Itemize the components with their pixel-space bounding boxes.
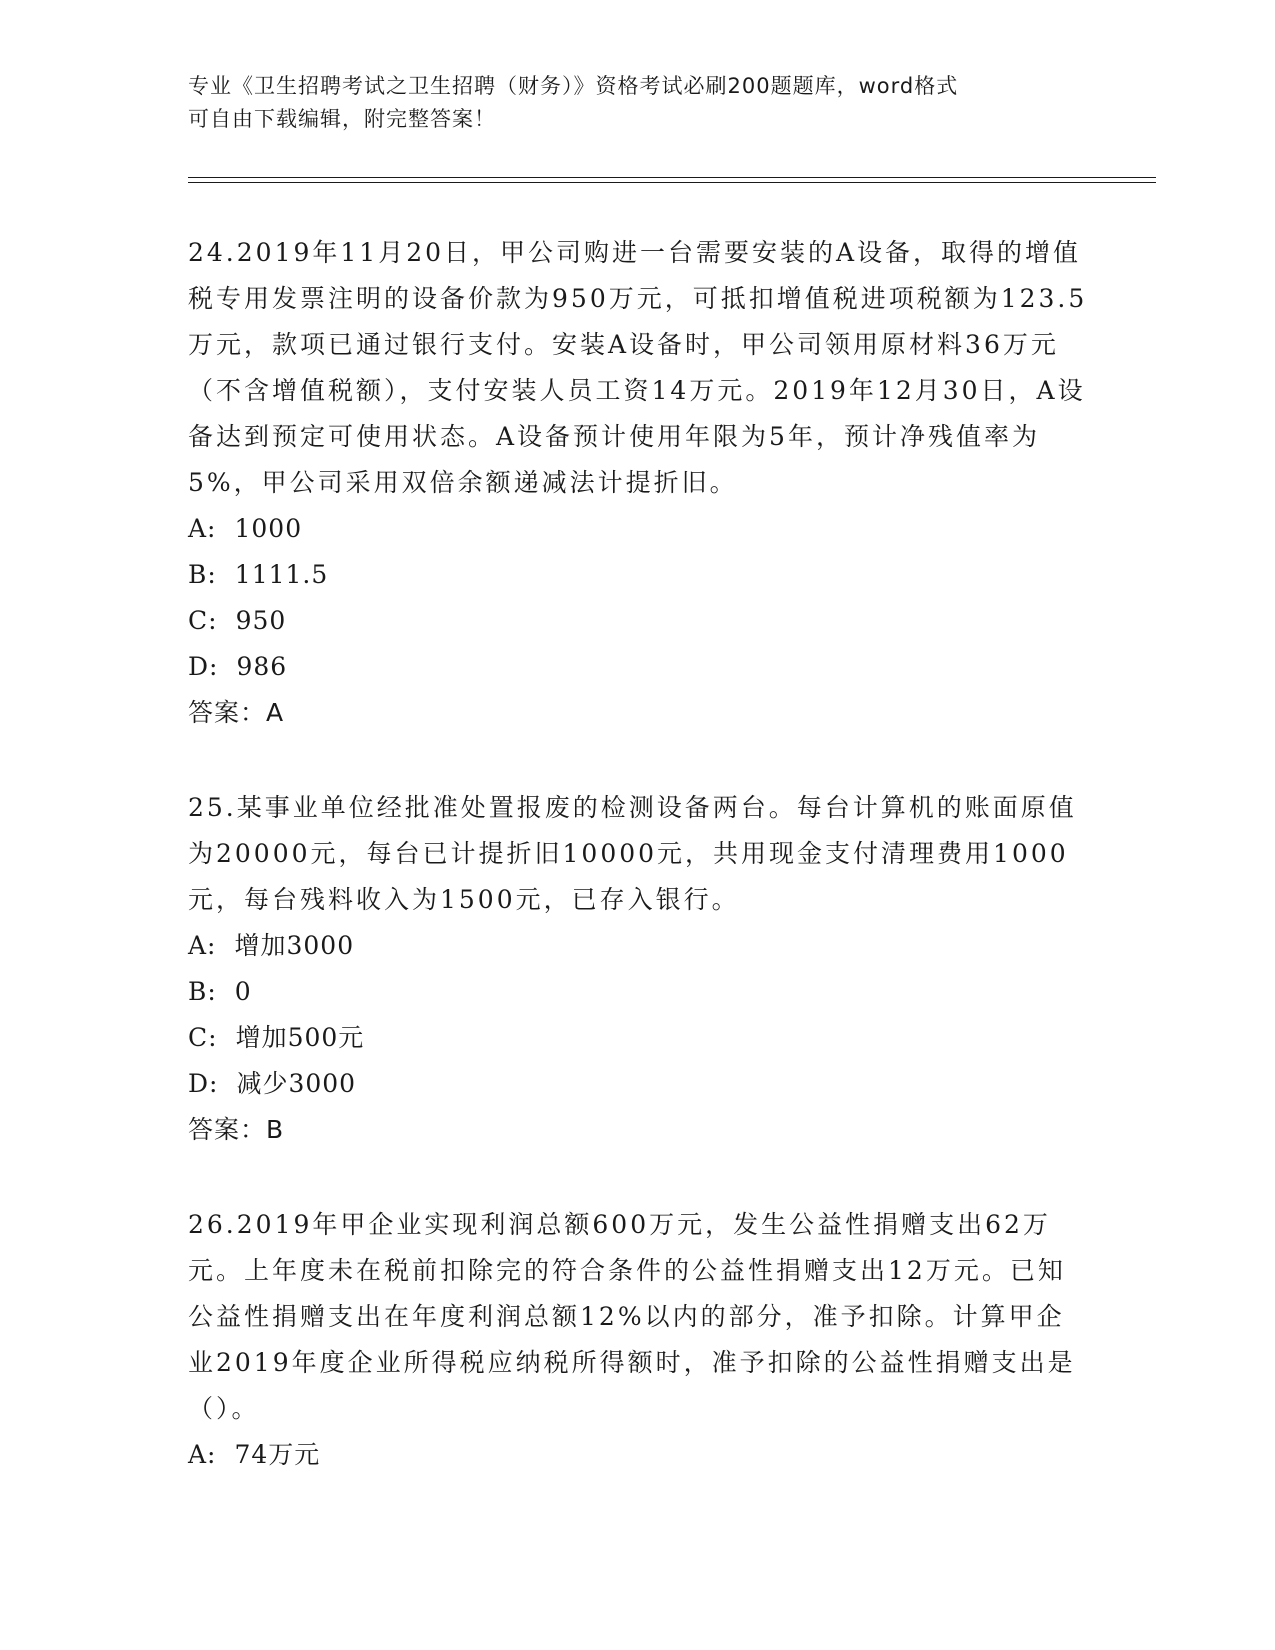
option-text: 950	[235, 606, 287, 635]
option-a	[188, 506, 1088, 552]
answer-label: 答案：A	[188, 698, 285, 727]
option-c	[188, 598, 1088, 644]
question-26	[188, 1202, 1088, 1478]
question-list	[188, 230, 1088, 1527]
option-c	[188, 1015, 1088, 1061]
option-b	[188, 969, 1088, 1015]
option-key: D:	[188, 652, 219, 681]
option-text: 增加3000	[234, 931, 355, 960]
option-text: 0	[234, 977, 252, 1006]
question-stem: 25.某事业单位经批准处置报废的检测设备两台。每台计算机的账面原值为20000元，每台已计提折旧10000元，共用现金支付清理费用1000元，每台残料收入为1500元，已存入银行。	[188, 793, 1077, 914]
question-stem: 26.2019年甲企业实现利润总额600万元，发生公益性捐赠支出62万元。上年度未在税前扣除完的符合条件的公益性捐赠支出12万元。已知公益性捐赠支出在年度利润总额12%以内的部分，准予扣除。计算甲企业2019年度企业所得税应纳税所得额时，准予扣除的公益性捐赠支出是（）。	[188, 1210, 1076, 1423]
option-text: 减少3000	[236, 1069, 357, 1098]
document-header	[188, 70, 1088, 136]
header-divider-bottom	[188, 182, 1156, 183]
option-key: A:	[188, 1440, 217, 1469]
option-key: B:	[188, 560, 217, 589]
question-24	[188, 230, 1088, 736]
option-key: A:	[188, 514, 217, 543]
option-text: 986	[236, 652, 288, 681]
answer-label: 答案：B	[188, 1115, 285, 1144]
option-d	[188, 644, 1088, 690]
option-d	[188, 1061, 1088, 1107]
option-key: A:	[188, 931, 217, 960]
option-a	[188, 1432, 1088, 1478]
question-25	[188, 785, 1088, 1153]
option-text: 增加500元	[235, 1023, 365, 1052]
header-title-line-1: 专业《卫生招聘考试之卫生招聘（财务）》资格考试必刷200题题库，word格式	[188, 74, 959, 98]
question-stem: 24.2019年11月20日，甲公司购进一台需要安装的A设备，取得的增值税专用发票注明的设备价款为950万元，可抵扣增值税进项税额为123.5万元，款项已通过银行支付。安装A设备时，甲公司领用原材料36万元（不含增值税额），支付安装人员工资14万元。2019年12月30日，A设备达到预定可使用状态。A设备预计使用年限为5年，预计净残值率为5%，甲公司采用双倍余额递减法计提折旧。	[188, 238, 1088, 497]
header-divider-top	[188, 177, 1156, 178]
option-key: B:	[188, 977, 217, 1006]
header-title-line-2: 可自由下载编辑，附完整答案！	[188, 107, 496, 131]
option-text: 1000	[234, 514, 303, 543]
option-key: D:	[188, 1069, 219, 1098]
option-a	[188, 923, 1088, 969]
option-key: C:	[188, 606, 218, 635]
option-key: C:	[188, 1023, 218, 1052]
option-text: 1111.5	[234, 560, 329, 589]
option-text: 74万元	[234, 1440, 321, 1469]
option-b	[188, 552, 1088, 598]
